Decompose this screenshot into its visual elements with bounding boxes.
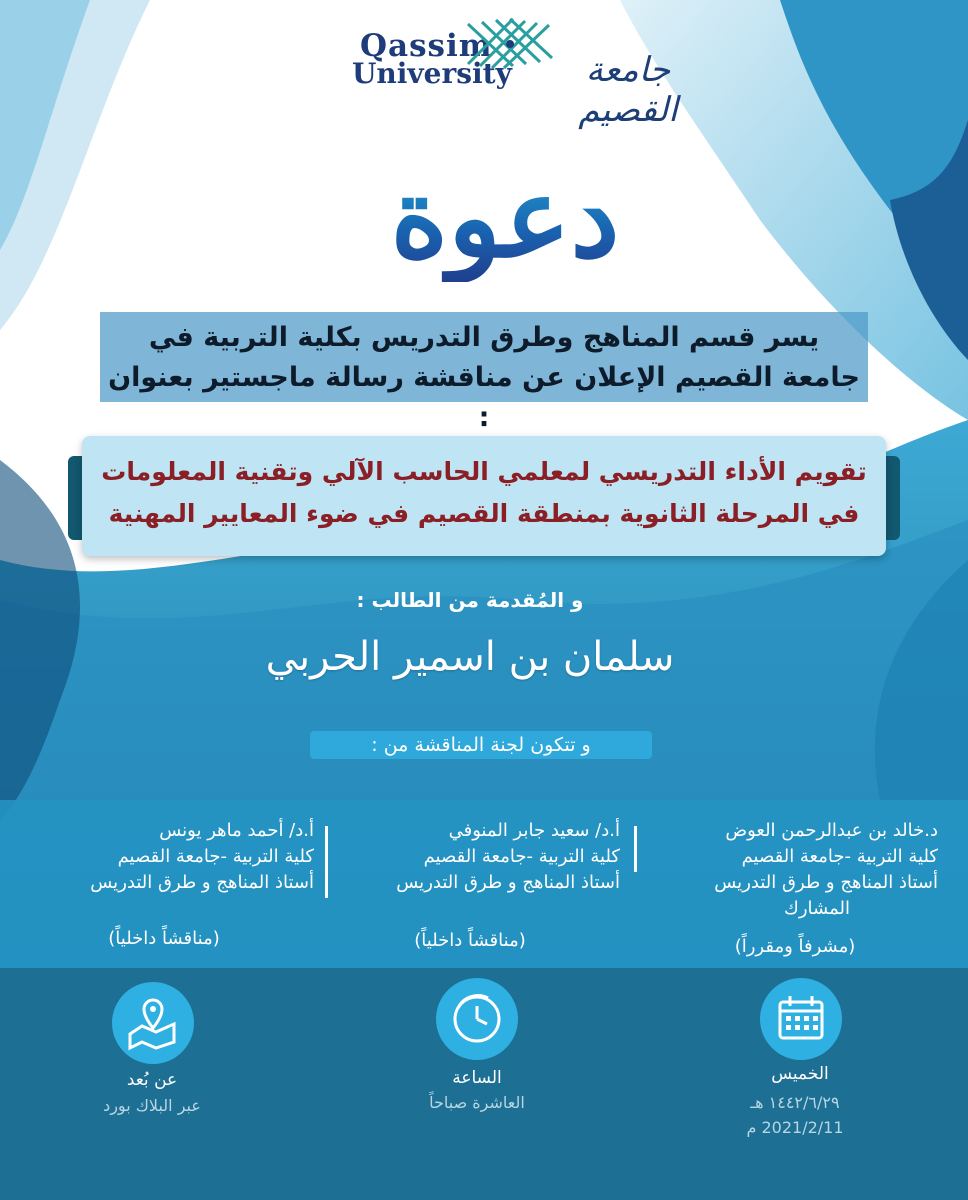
committee-intro: و تتكون لجنة المناقشة من :: [310, 731, 652, 759]
student-intro: و المُقدمة من الطالب :: [356, 588, 584, 612]
member-title: أستاذ المناهج و طرق التدريس: [396, 872, 620, 893]
member-college: كلية التربية -جامعة القصيم: [423, 846, 620, 867]
student-name: سلمان بن اسمير الحربي: [265, 634, 675, 680]
date-gregorian: 2021/2/11 م: [746, 1118, 844, 1137]
logo-en-line2: University: [352, 57, 512, 90]
date-icon-circle: [760, 978, 842, 1060]
time-icon-circle: [436, 978, 518, 1060]
committee-member-2: [340, 818, 620, 896]
member-title: أستاذ المناهج و طرق التدريس: [90, 872, 314, 893]
clock-icon: [436, 978, 518, 1060]
place-icon-circle: [112, 982, 194, 1064]
invitation-title-text: دعوة: [390, 153, 620, 282]
member-college: كلية التربية -جامعة القصيم: [117, 846, 314, 867]
member-name: أ.د/ سعيد جابر المنوفي: [448, 820, 620, 841]
committee-divider: [634, 826, 637, 872]
member-role: (مناقشاً داخلياً): [108, 928, 220, 949]
time-label: الساعة: [452, 1068, 502, 1088]
committee-member-3: [34, 818, 314, 896]
thesis-line2: في المرحلة الثانوية بمنطقة القصيم في ضوء المعايير المهنية: [108, 499, 860, 528]
intro-band: [100, 312, 868, 433]
invitation-title: [360, 148, 650, 298]
member-role: (مشرفاً ومقرراً): [734, 936, 856, 957]
place-value: عبر البلاك بورد: [103, 1096, 201, 1115]
intro-line1: يسر قسم المناهج وطرق التدريس بكلية التربية في: [148, 322, 820, 353]
time-value: العاشرة صباحاً: [429, 1093, 525, 1112]
member-name: أ.د/ أحمد ماهر يونس: [159, 820, 314, 841]
logo-en-line1: Qassim: [360, 28, 493, 64]
place-label: عن بُعد: [126, 1070, 178, 1090]
member-name: د.خالد بن عبدالرحمن العوض: [725, 820, 938, 841]
intro-line2: جامعة القصيم الإعلان عن مناقشة رسالة ماجستير بعنوان :: [108, 362, 860, 433]
committee-member-1: [644, 818, 938, 922]
date-hijri: ١٤٤٢/٦/٢٩ هـ: [750, 1093, 840, 1112]
member-role: (مناقشاً داخلياً): [414, 930, 526, 951]
thesis-title-box: [82, 436, 886, 556]
date-label: الخميس: [771, 1064, 829, 1084]
member-title2: المشارك: [784, 898, 850, 919]
map-location-icon: [112, 982, 194, 1064]
thesis-line1: تقويم الأداء التدريسي لمعلمي الحاسب الآلي وتقنية المعلومات: [101, 457, 867, 486]
member-college: كلية التربية -جامعة القصيم: [741, 846, 938, 867]
calendar-icon: [760, 978, 842, 1060]
member-title: أستاذ المناهج و طرق التدريس: [714, 872, 938, 893]
committee-divider: [325, 826, 328, 898]
logo-arabic: جامعة القصيم: [578, 50, 678, 130]
